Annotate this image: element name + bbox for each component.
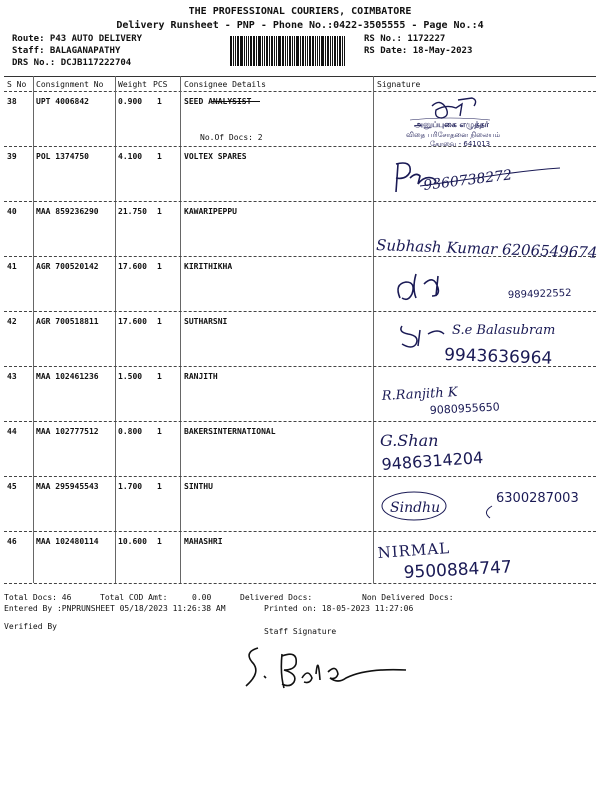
row-weight: 17.600 [118, 317, 147, 326]
col-header-signature: Signature [377, 80, 421, 89]
row-pcs: 1 [157, 427, 162, 436]
row-sno: 42 [7, 317, 17, 326]
row-divider [4, 476, 596, 477]
row-consignee: KAWARIPEPPU [184, 207, 237, 216]
printed-on: Printed on: 18-05-2023 11:27:06 [264, 604, 414, 613]
signature-row-38 [380, 94, 590, 146]
row-sno: 44 [7, 427, 17, 436]
svg-text:G.Shan: G.Shan [380, 431, 439, 450]
row-weight: 10.600 [118, 537, 147, 546]
stamp-line: கோவை - 641013 [430, 140, 491, 148]
stamp-line: அனுப்புகை எழுத்தர் [414, 120, 489, 129]
row-pcs: 1 [157, 97, 162, 106]
signature-row-45 [380, 482, 598, 528]
row-sno: 41 [7, 262, 17, 271]
row-weight: 21.750 [118, 207, 147, 216]
svg-text:9894922552: 9894922552 [507, 287, 572, 301]
row-divider [4, 201, 596, 202]
company-title: THE PROFESSIONAL COURIERS, COIMBATORE [188, 6, 412, 17]
signature-row-39 [380, 150, 590, 200]
row-consignment: MAA 102480114 [36, 537, 99, 546]
signature-row-42 [380, 316, 598, 366]
row-divider [4, 146, 596, 147]
signature-row-44 [378, 426, 588, 476]
handwritten-signature [380, 316, 598, 366]
handwritten-signature [380, 262, 596, 308]
verified-by: Verified By [4, 622, 57, 631]
route-label: Route: P43 AUTO DELIVERY [12, 34, 143, 44]
header-divider [4, 91, 596, 92]
row-consignment: MAA 102461236 [36, 372, 99, 381]
col-header-consignment: Consignment No [36, 80, 104, 89]
row-pcs: 1 [157, 317, 162, 326]
svg-text:6300287003: 6300287003 [496, 491, 579, 506]
total-docs: Total Docs: 46 [4, 593, 72, 602]
svg-text:NIRMAL: NIRMAL [377, 538, 451, 562]
col-header-consignee: Consignee Details [184, 80, 266, 89]
handwritten-signature [380, 380, 590, 420]
row-consignment: MAA 102777512 [36, 427, 99, 436]
row-consignee: SEED ANALYSIST [184, 97, 252, 106]
svg-text:Sindhu: Sindhu [390, 500, 441, 516]
svg-text:9080955650: 9080955650 [429, 400, 501, 417]
row-weight: 0.800 [118, 427, 143, 436]
row-divider [4, 311, 596, 312]
row-divider [4, 421, 596, 422]
row-consignee: RANJITH [184, 372, 218, 381]
row-consignment: MAA 859236290 [36, 207, 99, 216]
row-consignee: SUTHARSNI [184, 317, 228, 326]
row-weight: 1.700 [118, 482, 143, 491]
table-top-border [4, 76, 596, 77]
row-pcs: 1 [157, 152, 162, 161]
runsheet-subtitle: Delivery Runsheet - PNP - Phone No.:0422-3505555 - Page No.:4 [116, 20, 484, 31]
stamp-line: விதை பரிசோதனை நிலையம் [406, 131, 501, 139]
row-consignment: MAA 295945543 [36, 482, 99, 491]
row-pcs: 1 [157, 372, 162, 381]
table-bottom-border [4, 583, 596, 584]
handwritten-signature [380, 150, 590, 200]
svg-text:Subhash Kumar 6206549674: Subhash Kumar 6206549674 [375, 236, 598, 260]
signature-row-40 [374, 226, 598, 260]
svg-text:9943636964: 9943636964 [443, 345, 553, 366]
row-sno: 45 [7, 482, 17, 491]
row-weight: 17.600 [118, 262, 147, 271]
rs-number: RS No.: 1172227 [364, 34, 446, 44]
row-consignee: MAHASHRI [184, 537, 223, 546]
entered-by: Entered By :PNPRUNSHEET 05/18/2023 11:26:38 AM [4, 604, 226, 613]
row-consignee: VOLTEX SPARES [184, 152, 247, 161]
staff-signature [236, 638, 426, 698]
total-cod-value: 0.00 [192, 593, 212, 602]
handwritten-signature [380, 482, 598, 528]
row-consignment: POL 1374750 [36, 152, 89, 161]
row-sno: 43 [7, 372, 17, 381]
row-sno: 46 [7, 537, 17, 546]
row-consignee: KIRITHIKHA [184, 262, 233, 271]
row-divider [4, 531, 596, 532]
rs-date: RS Date: 18-May-2023 [364, 46, 473, 56]
handwritten-signature [374, 226, 598, 260]
col-divider [115, 76, 116, 583]
row-consignment: UPT 4006842 [36, 97, 89, 106]
signature-row-41 [380, 262, 596, 308]
staff-label: Staff: BALAGANAPATHY [12, 46, 121, 56]
row-consignee: BAKERSINTERNATIONAL [184, 427, 276, 436]
row-weight: 4.100 [118, 152, 143, 161]
col-header-weight: Weight [118, 80, 147, 89]
non-delivered-docs: Non Delivered Docs: [362, 593, 454, 602]
row-pcs: 1 [157, 537, 162, 546]
handwritten-signature [378, 426, 588, 476]
row-weight: 1.500 [118, 372, 143, 381]
svg-text:9360738272: 9360738272 [422, 167, 513, 194]
row-consignment: AGR 700518811 [36, 317, 99, 326]
barcode [230, 36, 358, 66]
svg-text:R.Ranjith K: R.Ranjith K [381, 385, 458, 404]
signature-row-46 [374, 536, 584, 582]
row-divider [4, 366, 596, 367]
handwritten-signature [374, 536, 584, 582]
col-divider [33, 76, 34, 583]
svg-text:9486314204: 9486314204 [380, 447, 484, 474]
row-sno: 39 [7, 152, 17, 161]
row-sno: 38 [7, 97, 17, 106]
row-consignee: SINTHU [184, 482, 213, 491]
docs-count-note: No.Of Docs: 2 [200, 133, 263, 142]
col-header-pcs: PCS [153, 80, 168, 89]
row-pcs: 1 [157, 262, 162, 271]
svg-text:9500884747: 9500884747 [403, 557, 513, 582]
handwritten-signature [236, 638, 426, 698]
staff-signature-label: Staff Signature [264, 627, 337, 636]
delivered-docs: Delivered Docs: [240, 593, 313, 602]
signature-row-43 [380, 380, 590, 420]
total-cod-label: Total COD Amt: [100, 593, 168, 602]
row-weight: 0.900 [118, 97, 143, 106]
col-divider [180, 76, 181, 583]
strike-through-mark [212, 101, 260, 102]
row-sno: 40 [7, 207, 17, 216]
row-pcs: 1 [157, 207, 162, 216]
row-pcs: 1 [157, 482, 162, 491]
col-header-sno: S No [7, 80, 27, 89]
row-consignment: AGR 700520142 [36, 262, 99, 271]
drs-label: DRS No.: DCJB117222704 [12, 58, 132, 68]
svg-text:S.e Balasubram: S.e Balasubram [452, 323, 556, 338]
col-divider [373, 76, 374, 583]
